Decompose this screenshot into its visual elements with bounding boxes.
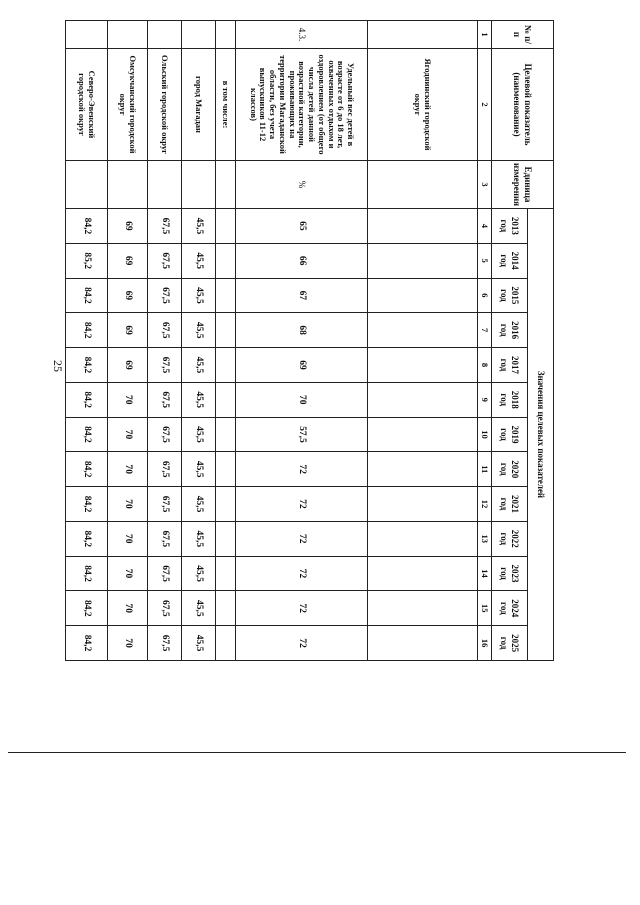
- row-name: Северо-Эвенский городской округ: [66, 49, 108, 161]
- table-rotator: [66, 20, 554, 660]
- row-value: [216, 382, 236, 417]
- header-row-1: [528, 21, 554, 661]
- row-value: 45,5: [182, 313, 216, 348]
- row-value: [368, 452, 478, 487]
- row-value: 70: [108, 556, 148, 591]
- row-value: 84,2: [66, 626, 108, 661]
- header-year: 2015 год: [492, 278, 528, 313]
- row-value: 67,5: [148, 487, 182, 522]
- row-value: 67,5: [148, 452, 182, 487]
- row-value: 84,2: [66, 591, 108, 626]
- row-name: в том числе:: [216, 49, 236, 161]
- targets-table: [65, 20, 554, 661]
- row-value: 72: [236, 487, 368, 522]
- row-value: 69: [108, 209, 148, 244]
- column-number: 14: [478, 556, 492, 591]
- row-value: 66: [236, 243, 368, 278]
- row-unit: [66, 161, 108, 209]
- row-value: 67,5: [148, 278, 182, 313]
- row-name: Удельный вес детей в возрасте от 6 до 18 лет, охваченных отдыхом и оздоровлением (от общего числа детей данной возрастной категории, проживающих на территории Магаданской области, без учета выпускников 11-12 классов): [236, 49, 368, 161]
- table-row: [148, 21, 182, 661]
- row-value: [368, 521, 478, 556]
- row-num: [182, 21, 216, 49]
- row-value: 67,5: [148, 591, 182, 626]
- column-number: 12: [478, 487, 492, 522]
- table-row: [108, 21, 148, 661]
- row-value: 70: [108, 452, 148, 487]
- row-value: 69: [108, 278, 148, 313]
- column-number: 4: [478, 209, 492, 244]
- row-value: 70: [108, 487, 148, 522]
- row-value: 45,5: [182, 348, 216, 383]
- row-value: 69: [108, 313, 148, 348]
- row-value: 84,2: [66, 556, 108, 591]
- header-year: 2020 год: [492, 452, 528, 487]
- row-value: 45,5: [182, 417, 216, 452]
- row-value: [216, 348, 236, 383]
- row-value: 67,5: [148, 313, 182, 348]
- row-unit: [108, 161, 148, 209]
- row-value: [216, 521, 236, 556]
- column-number: 9: [478, 382, 492, 417]
- row-value: 70: [108, 382, 148, 417]
- header-year: 2014 год: [492, 243, 528, 278]
- row-value: 84,2: [66, 452, 108, 487]
- header-year: 2017 год: [492, 348, 528, 383]
- row-value: 68: [236, 313, 368, 348]
- header-year: 2022 год: [492, 521, 528, 556]
- row-value: [216, 313, 236, 348]
- row-value: 84,2: [66, 348, 108, 383]
- row-value: 69: [108, 243, 148, 278]
- row-value: 84,2: [66, 313, 108, 348]
- row-value: 70: [108, 591, 148, 626]
- row-num: [216, 21, 236, 49]
- column-number: 8: [478, 348, 492, 383]
- column-number: 13: [478, 521, 492, 556]
- header-year: 2013 год: [492, 209, 528, 244]
- row-value: [216, 626, 236, 661]
- column-number: 6: [478, 278, 492, 313]
- row-value: 45,5: [182, 487, 216, 522]
- row-value: [368, 487, 478, 522]
- row-value: 67,5: [148, 209, 182, 244]
- table-row: [216, 21, 236, 661]
- row-value: 67,5: [148, 348, 182, 383]
- row-value: 72: [236, 591, 368, 626]
- row-value: [368, 556, 478, 591]
- row-value: 57,5: [236, 417, 368, 452]
- column-number: 15: [478, 591, 492, 626]
- row-name: Ольский городской округ: [148, 49, 182, 161]
- row-value: 45,5: [182, 278, 216, 313]
- header-values-group: Значения целевых показателей: [528, 209, 554, 661]
- column-number: 3: [478, 161, 492, 209]
- row-value: 72: [236, 521, 368, 556]
- row-value: 84,2: [66, 278, 108, 313]
- row-value: 45,5: [182, 452, 216, 487]
- row-value: [368, 591, 478, 626]
- row-value: 45,5: [182, 521, 216, 556]
- row-unit: [216, 161, 236, 209]
- table-row: [236, 21, 368, 661]
- header-year: 2024 год: [492, 591, 528, 626]
- row-unit: %: [236, 161, 368, 209]
- row-num: [66, 21, 108, 49]
- row-value: 67,5: [148, 626, 182, 661]
- row-value: [368, 243, 478, 278]
- row-unit: [182, 161, 216, 209]
- row-value: 72: [236, 626, 368, 661]
- column-numbers-row: [478, 21, 492, 661]
- row-value: 70: [108, 521, 148, 556]
- row-value: [216, 209, 236, 244]
- row-value: 84,2: [66, 417, 108, 452]
- row-value: [368, 313, 478, 348]
- row-name: Ягоднинский городской округ: [368, 49, 478, 161]
- column-number: 11: [478, 452, 492, 487]
- row-value: [216, 591, 236, 626]
- row-value: 45,5: [182, 243, 216, 278]
- rotated-table-area: [66, 20, 554, 660]
- row-unit: [368, 161, 478, 209]
- column-number: 16: [478, 626, 492, 661]
- row-value: [216, 452, 236, 487]
- row-value: 45,5: [182, 591, 216, 626]
- row-value: [216, 278, 236, 313]
- row-num: [148, 21, 182, 49]
- row-value: [216, 417, 236, 452]
- page-number: 25: [51, 360, 66, 372]
- header-year: 2016 год: [492, 313, 528, 348]
- column-number: 1: [478, 21, 492, 49]
- row-value: [216, 487, 236, 522]
- row-value: 70: [108, 417, 148, 452]
- row-value: 67,5: [148, 243, 182, 278]
- row-value: [368, 278, 478, 313]
- header-unit: Единица измерения: [492, 161, 554, 209]
- row-value: [216, 243, 236, 278]
- row-value: [368, 626, 478, 661]
- row-num: [368, 21, 478, 49]
- row-value: 84,2: [66, 521, 108, 556]
- row-value: 45,5: [182, 382, 216, 417]
- header-year: 2025 год: [492, 626, 528, 661]
- row-value: 69: [236, 348, 368, 383]
- row-value: 84,2: [66, 487, 108, 522]
- column-number: 5: [478, 243, 492, 278]
- row-value: [368, 348, 478, 383]
- header-year: 2023 год: [492, 556, 528, 591]
- row-name: город Магадан: [182, 49, 216, 161]
- row-value: 45,5: [182, 556, 216, 591]
- header-year: 2018 год: [492, 382, 528, 417]
- row-value: 70: [236, 382, 368, 417]
- row-value: 85,2: [66, 243, 108, 278]
- row-value: 70: [108, 626, 148, 661]
- column-number: 2: [478, 49, 492, 161]
- row-name: Омсукчанский городской округ: [108, 49, 148, 161]
- table-row: [66, 21, 108, 661]
- row-value: 67,5: [148, 382, 182, 417]
- row-value: 84,2: [66, 209, 108, 244]
- row-num: [108, 21, 148, 49]
- row-value: 67,5: [148, 556, 182, 591]
- page-divider-line: [8, 752, 626, 753]
- row-value: [368, 209, 478, 244]
- column-number: 10: [478, 417, 492, 452]
- row-value: 84,2: [66, 382, 108, 417]
- header-indicator: Целевой показатель (наименование): [492, 49, 554, 161]
- table-row: [182, 21, 216, 661]
- row-value: [368, 417, 478, 452]
- row-value: 65: [236, 209, 368, 244]
- header-num: № п/п: [492, 21, 554, 49]
- row-value: 72: [236, 556, 368, 591]
- row-value: 67: [236, 278, 368, 313]
- row-value: 67,5: [148, 521, 182, 556]
- row-value: 67,5: [148, 417, 182, 452]
- row-value: 72: [236, 452, 368, 487]
- row-value: 45,5: [182, 626, 216, 661]
- header-year: 2021 год: [492, 487, 528, 522]
- column-number: 7: [478, 313, 492, 348]
- row-unit: [148, 161, 182, 209]
- row-value: 45,5: [182, 209, 216, 244]
- row-num: 4.3.: [236, 21, 368, 49]
- header-year: 2019 год: [492, 417, 528, 452]
- row-value: [216, 556, 236, 591]
- row-value: [368, 382, 478, 417]
- row-value: 69: [108, 348, 148, 383]
- table-row: [368, 21, 478, 661]
